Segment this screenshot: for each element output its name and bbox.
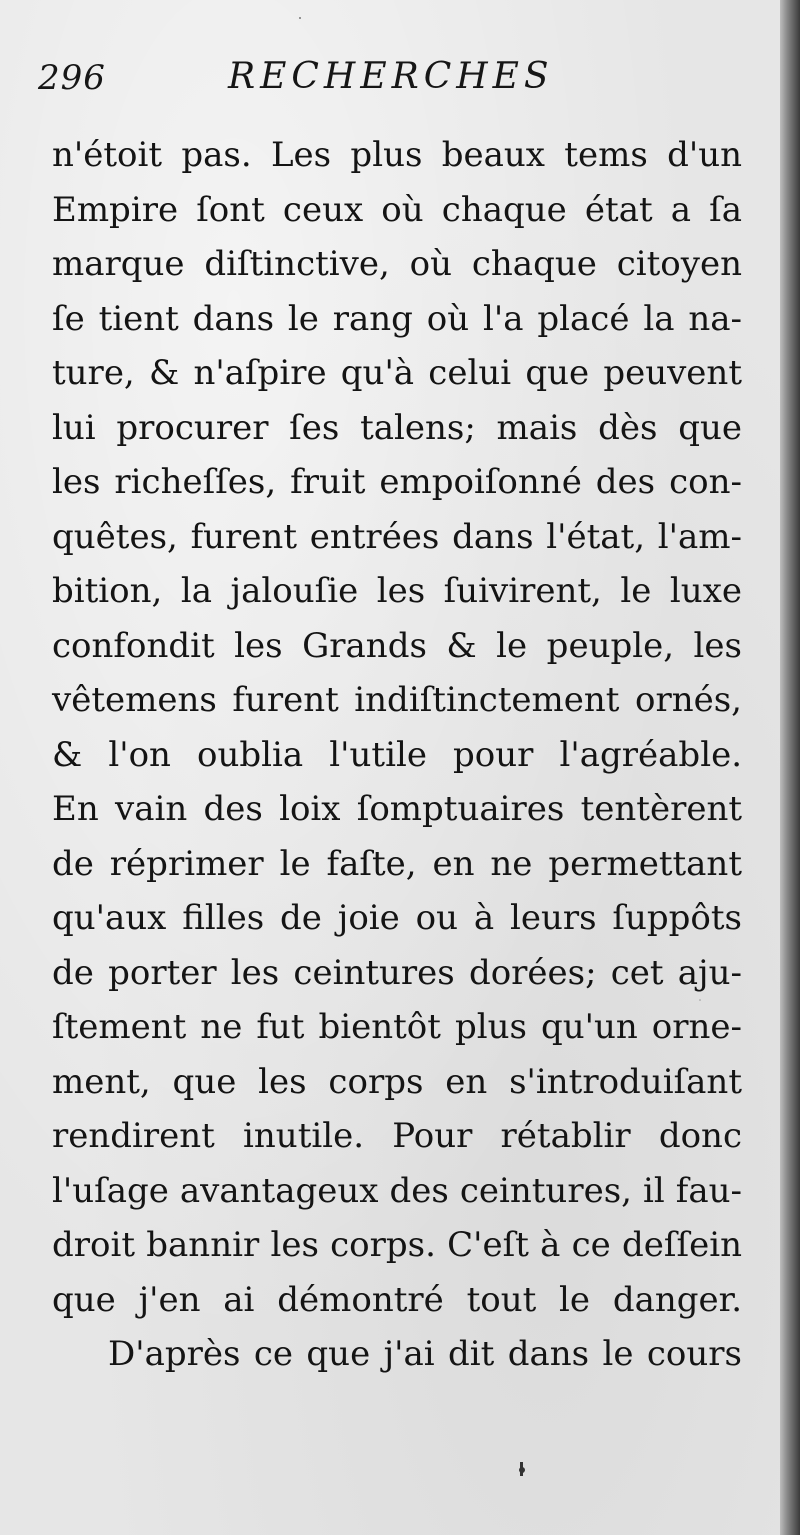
text-line: ment, que les corps en s'introduiſant	[52, 1061, 742, 1102]
text-line: vêtemens furent indiſtinctement ornés,	[52, 680, 742, 720]
text-line: l'uſage avantageux des ceintures, il fau-	[52, 1170, 742, 1211]
text-line: que j'en ai démontré tout le danger.	[52, 1279, 742, 1320]
text-line: les richeſſes, fruit empoiſonné des con-	[52, 462, 742, 502]
text-line: bition, la jalouſie les ſuivirent, le luxe	[52, 571, 742, 611]
text-line: n'étoit pas. Les plus beaux tems d'un	[52, 135, 742, 175]
text-line: En vain des loix ſomptuaires tentèrent	[52, 789, 742, 829]
page-edge-shadow	[780, 0, 800, 1535]
text-line: & l'on oublia l'utile pour l'agréable.	[52, 734, 742, 775]
text-line: de porter les ceintures dorées; cet aju-	[52, 952, 742, 993]
page-number: 296	[38, 58, 106, 98]
page-header	[38, 52, 758, 102]
text-line: de réprimer le faſte, en ne permettant	[52, 843, 742, 884]
text-line: marque diſtinctive, où chaque citoyen	[52, 244, 742, 284]
text-line: lui procurer ſes talens; mais dès que	[52, 407, 742, 448]
text-line: rendirent inutile. Pour rétablir donc	[52, 1116, 742, 1156]
text-line: ture, & n'aſpire qu'à celui que peuvent	[52, 353, 742, 393]
text-line: ſtement ne fut bientôt plus qu'un orne-	[52, 1007, 742, 1047]
text-line: confondit les Grands & le peuple, les	[52, 625, 742, 666]
text-line: D'après ce que j'ai dit dans le cours	[108, 1334, 742, 1374]
text-line: droit bannir les corps. C'eſt à ce deſſein	[52, 1225, 742, 1265]
text-line: quêtes, furent entrées dans l'état, l'am-	[52, 516, 742, 557]
running-head: RECHERCHES	[228, 56, 554, 97]
text-line: Empire ſont ceux où chaque état a ſa	[52, 189, 742, 230]
text-line: ſe tient dans le rang où l'a placé la na-	[52, 298, 742, 339]
text-line: qu'aux filles de joie ou à leurs ſuppôts	[52, 898, 742, 938]
body-text	[52, 128, 742, 1382]
